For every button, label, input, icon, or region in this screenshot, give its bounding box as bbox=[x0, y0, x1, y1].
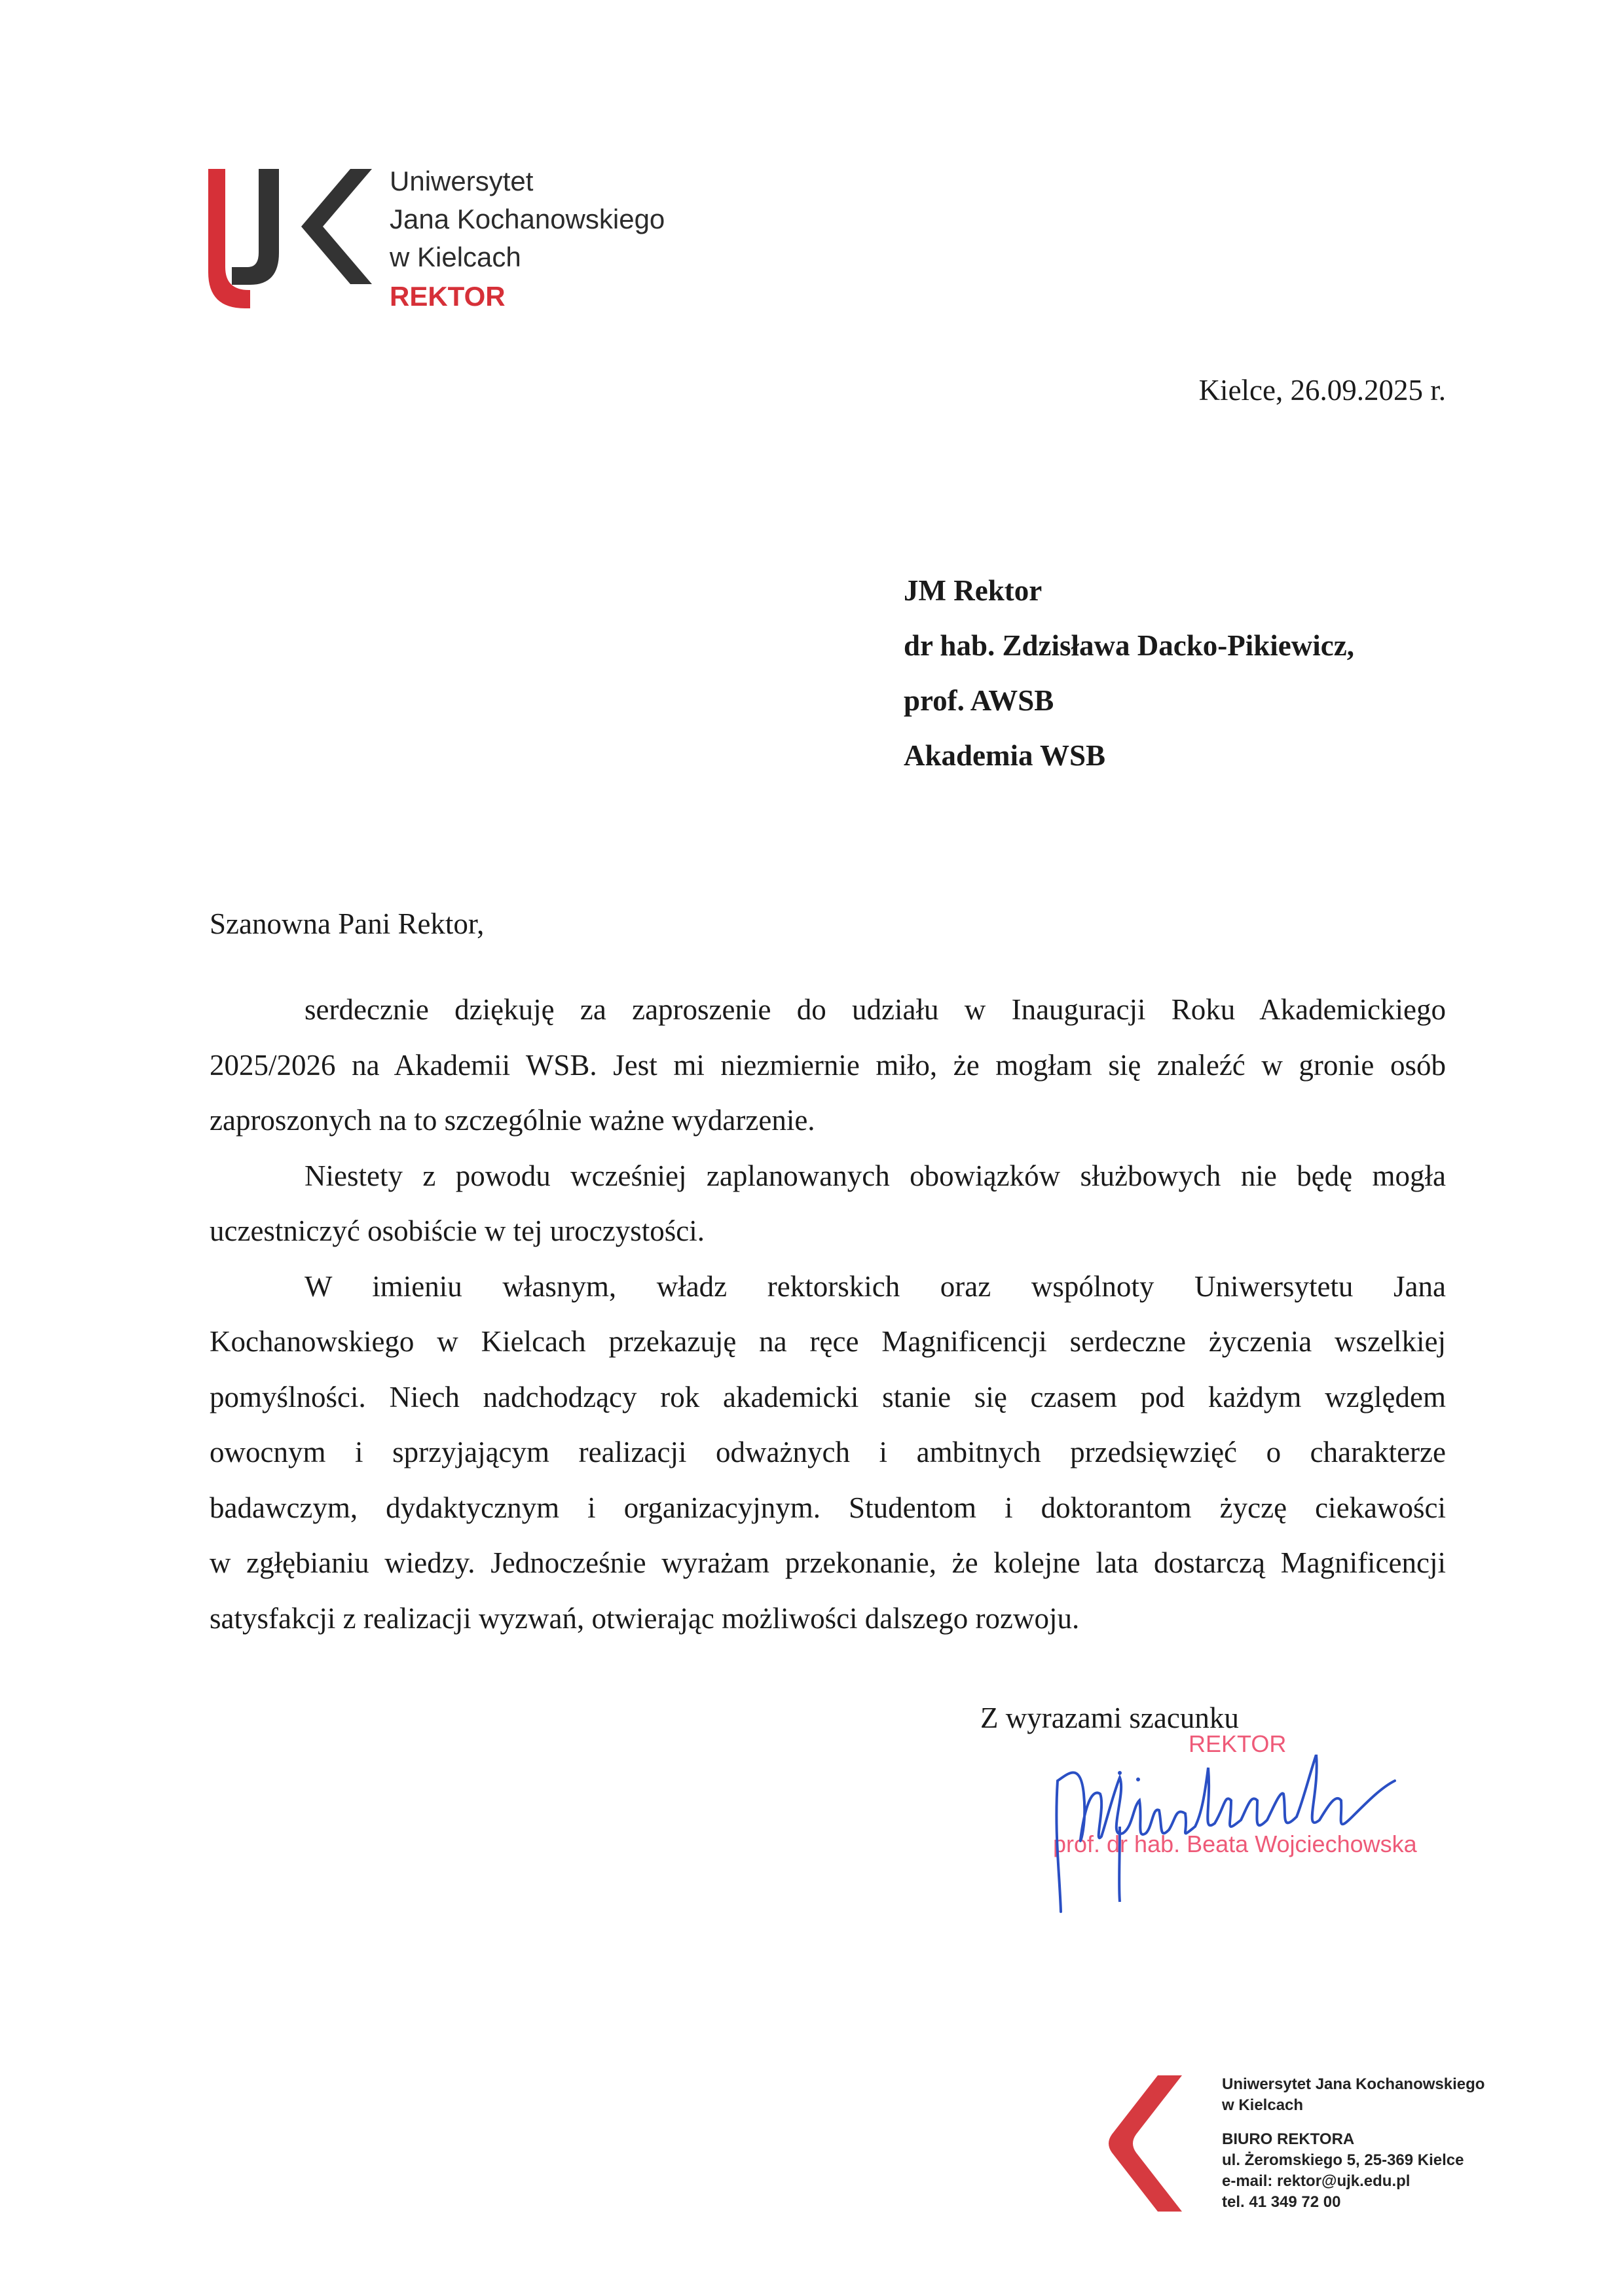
stamp-title: REKTOR bbox=[1189, 1730, 1287, 1757]
body-line: badawczym, dydaktycznym i organizacyjnym. Studentom i doktorantom życzę ciekawości bbox=[210, 1491, 1446, 1524]
salutation: Szanowna Pani Rektor, bbox=[210, 907, 485, 940]
footer-phone: tel. 41 349 72 00 bbox=[1222, 2193, 1341, 2211]
stamp-name: prof. dr hab. Beata Wojciechowska bbox=[1053, 1831, 1417, 1857]
addressee-block bbox=[904, 563, 1354, 783]
addressee-line: Akademia WSB bbox=[904, 739, 1105, 772]
body-line: W imieniu własnym, władz rektorskich oraz wspólnoty Uniwersytetu Jana bbox=[304, 1269, 1446, 1303]
footer-contact bbox=[1222, 2074, 1485, 2213]
letter-body bbox=[210, 982, 1446, 1646]
body-line: owocnym i sprzyjającym realizacji odważnych i ambitnych przedsięwzięć o charakterze bbox=[210, 1436, 1446, 1468]
letterhead-office: REKTOR bbox=[390, 281, 506, 312]
body-line: zaproszonych na to szczególnie ważne wydarzenie. bbox=[210, 1104, 815, 1137]
footer-university-line: w Kielcach bbox=[1222, 2096, 1304, 2114]
body-line: Niestety z powodu wcześniej zaplanowanych obowiązków służbowych nie będę mogła bbox=[304, 1159, 1446, 1192]
footer-university-line: Uniwersytet Jana Kochanowskiego bbox=[1222, 2075, 1485, 2093]
addressee-line: prof. AWSB bbox=[904, 684, 1054, 717]
body-line: 2025/2026 na Akademii WSB. Jest mi niezmiernie miło, że mogłam się znaleźć w gronie osób bbox=[210, 1048, 1446, 1082]
body-line: pomyślności. Niech nadchodzący rok akademicki stanie się czasem pod każdym względem bbox=[210, 1380, 1446, 1413]
body-line: Kochanowskiego w Kielcach przekazuję na ręce Magnificencji serdeczne życzenia wszelkiej bbox=[210, 1325, 1446, 1358]
body-line: w zgłębianiu wiedzy. Jednocześnie wyrażam przekonanie, że kolejne lata dostarczą Magnificencji bbox=[210, 1546, 1446, 1579]
paragraph-3 bbox=[210, 1259, 1446, 1647]
letterhead-line: Jana Kochanowskiego bbox=[390, 204, 665, 234]
addressee-line: dr hab. Zdzisława Dacko-Pikiewicz, bbox=[904, 629, 1354, 662]
footer-chevron-icon bbox=[1105, 2074, 1184, 2213]
addressee-line: JM Rektor bbox=[904, 574, 1043, 607]
paragraph-2 bbox=[210, 1148, 1446, 1259]
letter-date: Kielce, 26.09.2025 r. bbox=[1198, 374, 1446, 407]
letterhead-university-name bbox=[390, 162, 665, 316]
footer-email[interactable]: e-mail: rektor@ujk.edu.pl bbox=[1222, 2172, 1411, 2190]
body-line: satysfakcji z realizacji wyzwań, otwierając możliwości dalszego rozwoju. bbox=[210, 1601, 1080, 1635]
letterhead-line: Uniwersytet bbox=[390, 166, 534, 196]
paragraph-1 bbox=[210, 982, 1446, 1148]
body-line: serdecznie dziękuję za zaproszenie do udziału w Inauguracji Roku Akademickiego bbox=[304, 993, 1446, 1026]
footer-address: ul. Żeromskiego 5, 25-369 Kielce bbox=[1222, 2151, 1464, 2169]
letterhead-line: w Kielcach bbox=[390, 242, 521, 272]
body-line: uczestniczyć osobiście w tej uroczystości. bbox=[210, 1214, 705, 1247]
closing: Z wyrazami szacunku bbox=[980, 1702, 1239, 1734]
footer-office: BIURO REKTORA bbox=[1222, 2130, 1355, 2148]
ujk-logo-icon bbox=[208, 169, 378, 310]
handwritten-signature-icon bbox=[1028, 1755, 1421, 1918]
